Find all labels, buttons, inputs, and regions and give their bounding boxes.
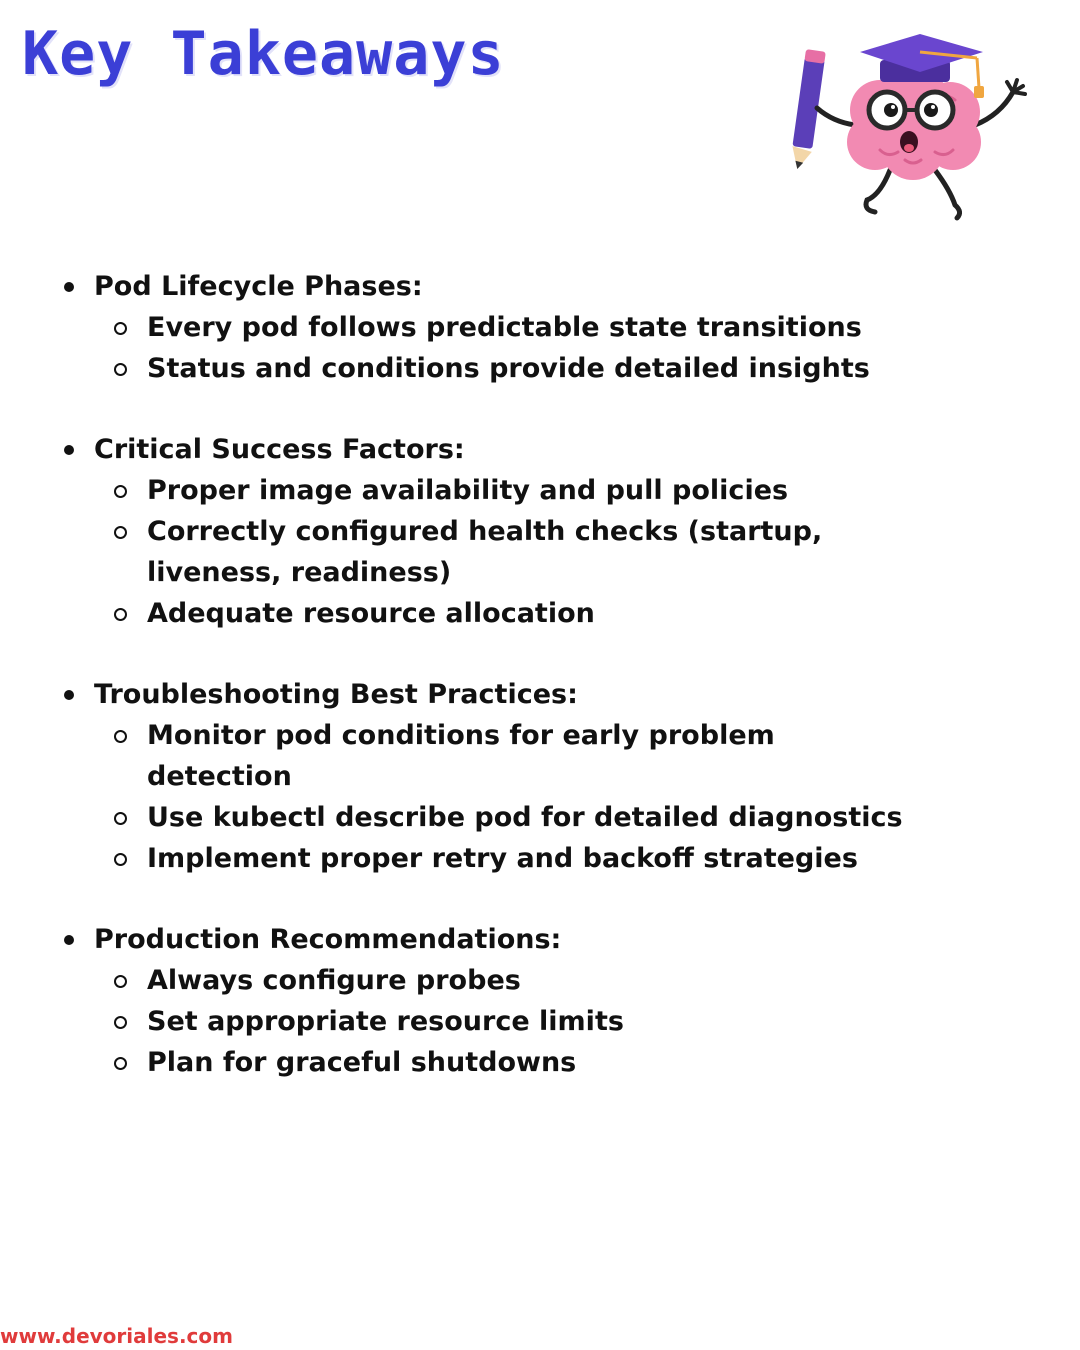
brain-mascot-icon xyxy=(785,30,1045,235)
bullet-icon xyxy=(64,690,74,700)
circle-bullet-icon xyxy=(114,322,127,335)
section-pod-lifecycle xyxy=(60,266,1020,389)
section-production xyxy=(60,919,1020,1083)
list-item: Set appropriate resource limits xyxy=(112,1001,1020,1042)
list-item: Use kubectl describe pod for detailed diagnostics xyxy=(112,797,1020,838)
section-heading: Troubleshooting Best Practices: xyxy=(94,679,578,710)
list-item: Implement proper retry and backoff strategies xyxy=(112,838,1020,879)
section-critical-success xyxy=(60,429,1020,634)
circle-bullet-icon xyxy=(114,853,127,866)
list-item: Every pod follows predictable state transitions xyxy=(112,307,1020,348)
circle-bullet-icon xyxy=(114,730,127,743)
section-heading: Critical Success Factors: xyxy=(94,434,465,465)
list-item: Plan for graceful shutdowns xyxy=(112,1042,1020,1083)
circle-bullet-icon xyxy=(114,526,127,539)
circle-bullet-icon xyxy=(114,1057,127,1070)
circle-bullet-icon xyxy=(114,608,127,621)
circle-bullet-icon xyxy=(114,485,127,498)
section-heading: Production Recommendations: xyxy=(94,924,562,955)
list-item: Correctly configured health checks (startup, liveness, readiness) xyxy=(112,511,1020,593)
takeaways-list xyxy=(60,266,1020,1123)
circle-bullet-icon xyxy=(114,1016,127,1029)
section-heading: Pod Lifecycle Phases: xyxy=(94,271,423,302)
bullet-icon xyxy=(64,935,74,945)
brain-icon xyxy=(847,66,981,180)
page-title: Key Takeaways xyxy=(22,19,505,89)
list-item: Monitor pod conditions for early problem detection xyxy=(112,715,1020,797)
list-item: Adequate resource allocation xyxy=(112,593,1020,634)
circle-bullet-icon xyxy=(114,363,127,376)
circle-bullet-icon xyxy=(114,975,127,988)
bullet-icon xyxy=(64,445,74,455)
list-item: Proper image availability and pull policies xyxy=(112,470,1020,511)
list-item: Status and conditions provide detailed insights xyxy=(112,348,1020,389)
section-troubleshooting xyxy=(60,674,1020,879)
bullet-icon xyxy=(64,282,74,292)
circle-bullet-icon xyxy=(114,812,127,825)
list-item: Always configure probes xyxy=(112,960,1020,1001)
footer-url[interactable]: www.devoriales.com xyxy=(0,1324,233,1348)
